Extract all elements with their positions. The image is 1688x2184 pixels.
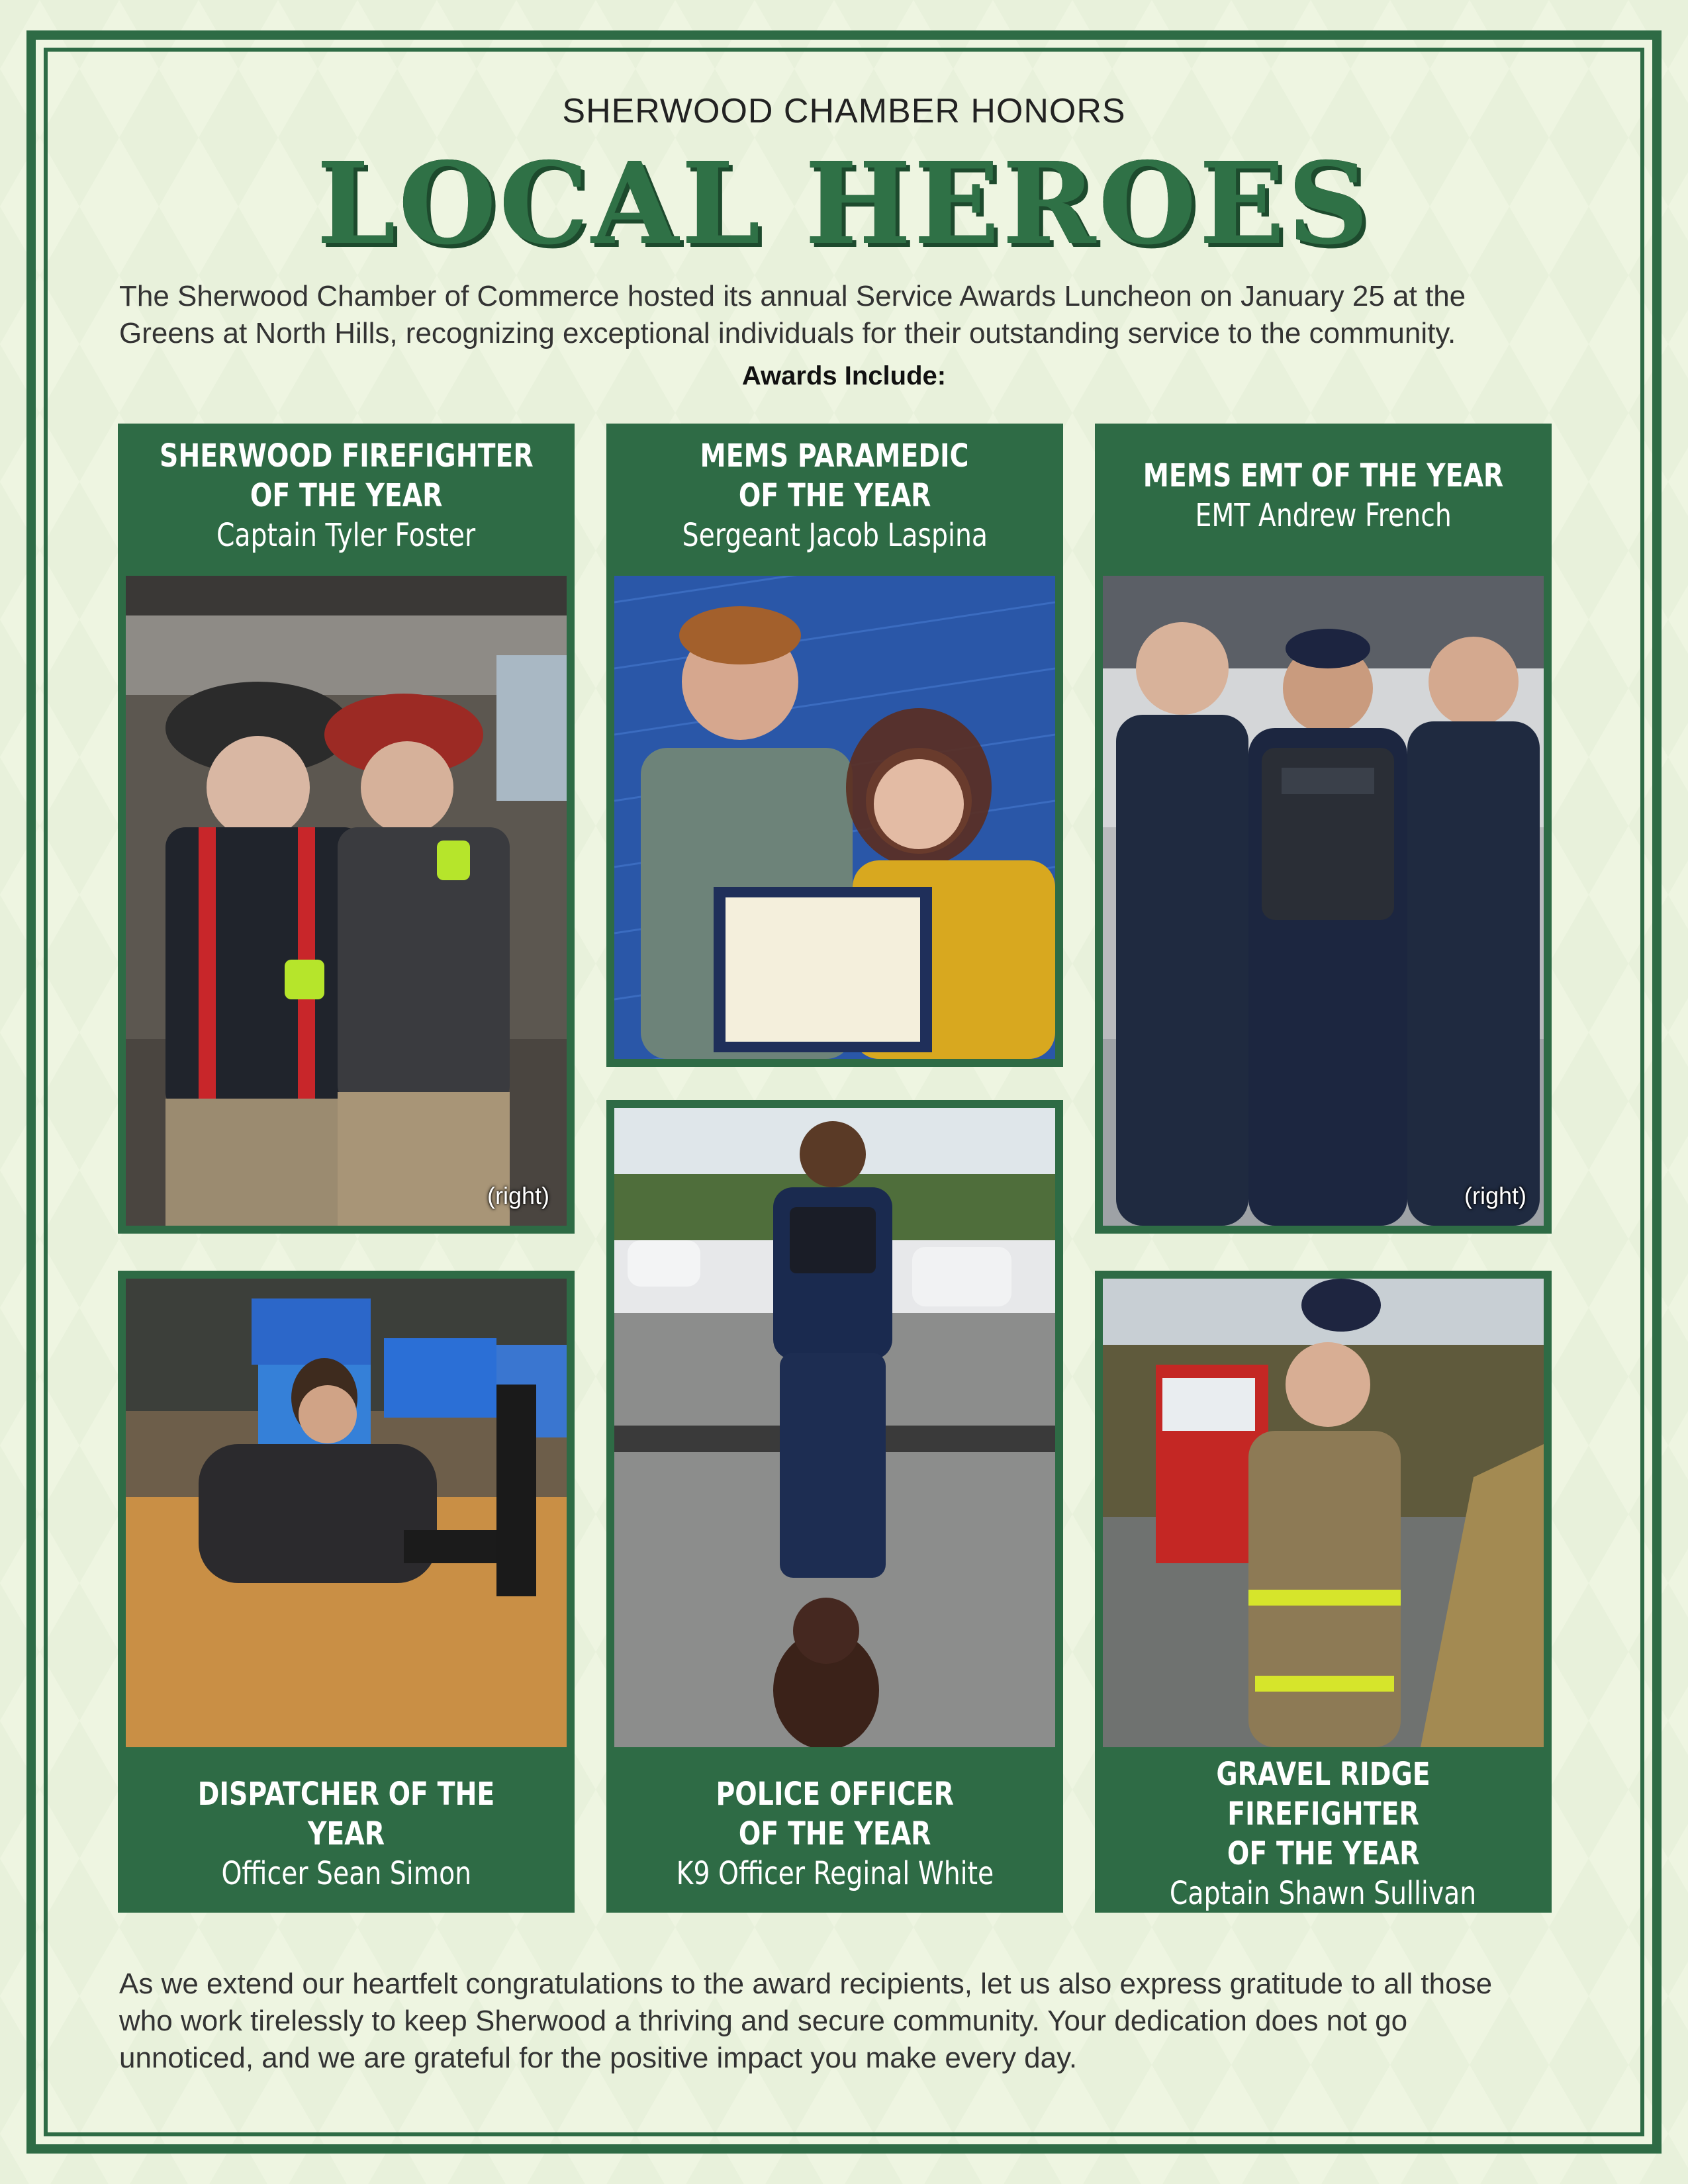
photo-caption: (right) [487, 1182, 549, 1209]
closing-line-1: As we extend our heartfelt congratulations to the award recipients, let us also express gratitude to all those [119, 1968, 1493, 2000]
intro-line-2: Greens at North Hills, recognizing exceptional individuals for their outstanding service to the community. [119, 317, 1456, 349]
photo-mems-paramedic [606, 568, 1063, 1067]
award-recipient: Captain Tyler Foster [216, 517, 476, 554]
police-k9-photo [614, 1108, 1055, 1747]
intro-line-1: The Sherwood Chamber of Commerce hosted its annual Service Awards Luncheon on January 25 at the [119, 280, 1466, 312]
page-title: LOCAL HEROES [316, 138, 1372, 270]
award-title: OF THE YEAR [738, 477, 931, 514]
photo-dispatcher [118, 1271, 575, 1755]
award-title: OF THE YEAR [738, 1815, 931, 1852]
dispatcher-photo [126, 1279, 567, 1747]
photo-gravel-ridge-firefighter [1095, 1271, 1552, 1755]
emt-photo [1103, 576, 1544, 1226]
award-header-gravel-ridge-firefighter [1095, 1755, 1552, 1913]
closing-line-3: unnoticed, and we are grateful for the positive impact you make every day. [119, 2042, 1078, 2074]
award-recipient: Captain Shawn Sullivan [1170, 1875, 1477, 1912]
closing-paragraph [119, 1966, 1575, 2077]
award-title: GRAVEL RIDGE FIREFIGHTER [1216, 1756, 1430, 1833]
photo-police-officer [606, 1100, 1063, 1755]
intro-paragraph [119, 278, 1575, 352]
closing-line-2: who work tirelessly to keep Sherwood a thriving and secure community. Your dedication does not go [119, 2005, 1408, 2037]
award-title: POLICE OFFICER [716, 1776, 954, 1813]
photo-sherwood-firefighter [118, 568, 575, 1234]
award-header-mems-emt [1095, 424, 1552, 568]
award-title: SHERWOOD FIREFIGHTER [159, 437, 534, 475]
gravel-ridge-firefighter-photo [1103, 1279, 1544, 1747]
paramedic-photo [614, 576, 1055, 1059]
award-header-mems-paramedic [606, 424, 1063, 568]
photo-caption: (right) [1464, 1182, 1526, 1209]
award-header-dispatcher [118, 1755, 575, 1913]
award-title: MEMS EMT OF THE YEAR [1143, 457, 1504, 494]
award-header-sherwood-firefighter [118, 424, 575, 568]
award-title: DISPATCHER OF THE YEAR [197, 1776, 495, 1852]
award-recipient: K9 Officer Reginal White [676, 1855, 994, 1892]
award-recipient: EMT Andrew French [1195, 497, 1452, 534]
award-recipient: Officer Sean Simon [221, 1855, 471, 1892]
award-header-police-officer [606, 1755, 1063, 1913]
awards-include-label: Awards Include: [741, 361, 947, 390]
award-recipient: Sergeant Jacob Laspina [682, 517, 988, 554]
award-title: OF THE YEAR [250, 477, 443, 514]
award-title: OF THE YEAR [1227, 1835, 1420, 1872]
firefighters-photo [126, 576, 567, 1226]
kicker-heading: SHERWOOD CHAMBER HONORS [562, 92, 1126, 130]
photo-mems-emt [1095, 568, 1552, 1234]
award-title: MEMS PARAMEDIC [700, 437, 970, 475]
